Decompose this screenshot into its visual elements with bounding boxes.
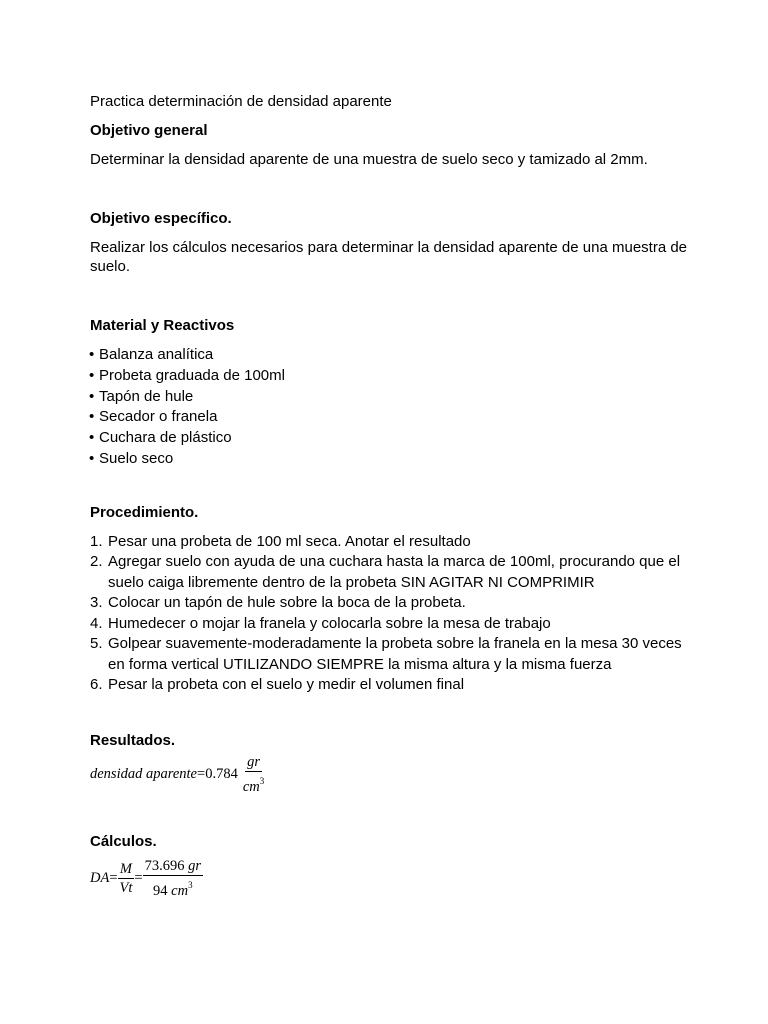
procedimiento-list	[90, 532, 690, 696]
document-title: Practica determinación de densidad aparente	[90, 93, 392, 110]
step-text: Agregar suelo con ayuda de una cuchara hasta la marca de 100ml, procurando que el suelo caiga libremente dentro de la probeta SIN AGITAR NI COMPRIMIR	[108, 553, 681, 591]
step-text: Pesar la probeta con el suelo y medir el volumen final	[108, 676, 465, 694]
fraction-denominator	[151, 876, 195, 900]
fraction-m-vt	[118, 860, 135, 897]
denominator-value: 94	[153, 882, 168, 899]
equals-sign: =	[109, 869, 118, 886]
calculos-equation	[90, 857, 690, 900]
heading-calculos: Cálculos.	[90, 832, 157, 850]
step-text: Pesar una probeta de 100 ml seca. Anotar el resultado	[108, 532, 471, 550]
step-text: Colocar un tapón de hule sobre la boca de la probeta.	[108, 594, 466, 612]
step-number: 6.	[90, 676, 103, 694]
resultados-equation	[90, 753, 690, 796]
equals-sign: =	[197, 765, 206, 782]
list-item: • Balanza analítica	[90, 345, 690, 366]
denominator-exponent: 3	[188, 879, 193, 890]
list-item: • Tapón de hule	[90, 387, 690, 408]
denominator-unit: cm	[171, 882, 189, 899]
heading-materiales: Material y Reactivos	[90, 317, 235, 334]
fraction-denominator: Vt	[119, 879, 133, 896]
list-item: • Secador o franela	[90, 407, 690, 428]
list-item	[90, 675, 690, 696]
fraction-values	[143, 857, 203, 900]
equation-lhs: densidad aparente	[90, 765, 197, 782]
heading-procedimiento: Procedimiento.	[90, 503, 199, 521]
text-objetivo-general: Determinar la densidad aparente de una muestra de suelo seco y tamizado al 2mm.	[90, 151, 648, 168]
unit-denominator	[241, 772, 266, 796]
text-objetivo-especifico: Realizar los cálculos necesarios para determinar la densidad aparente de una muestra de suelo.	[90, 239, 688, 275]
equation-value: 0.784	[205, 765, 238, 782]
list-item	[90, 614, 690, 635]
step-text: Humedecer o mojar la franela y colocarla sobre la mesa de trabajo	[108, 614, 551, 632]
step-number: 3.	[90, 594, 103, 612]
list-item	[90, 593, 690, 614]
fraction-numerator: M	[119, 860, 133, 877]
step-number: 4.	[90, 614, 103, 632]
unit-exponent: 3	[259, 775, 265, 786]
unit-numerator: gr	[247, 753, 260, 770]
document-page	[90, 92, 690, 900]
equation-lhs: DA	[90, 869, 110, 886]
step-number: 1.	[90, 532, 103, 550]
numerator-value: 73.696	[144, 857, 185, 874]
heading-resultados: Resultados.	[90, 731, 176, 749]
unit-base: cm	[242, 778, 260, 795]
heading-objetivo-general: Objetivo general	[90, 122, 208, 139]
heading-objetivo-especifico: Objetivo específico.	[90, 210, 232, 227]
step-number: 2.	[90, 553, 103, 571]
list-item	[90, 532, 690, 553]
list-item: • Suelo seco	[90, 449, 690, 470]
list-item: • Probeta graduada de 100ml	[90, 366, 690, 387]
fraction-numerator	[143, 857, 203, 876]
numerator-unit: gr	[188, 857, 202, 874]
list-item: • Cuchara de plástico	[90, 428, 690, 449]
step-number: 5.	[90, 635, 103, 653]
list-item	[90, 552, 690, 593]
materiales-list	[90, 345, 690, 470]
equals-sign: =	[134, 869, 143, 886]
unit-fraction	[241, 753, 266, 796]
step-text: Golpear suavemente-moderadamente la probeta sobre la franela en la mesa 30 veces en forma vertical UTILIZANDO SIEMPRE la misma altura y la misma fuerza	[108, 635, 682, 673]
list-item	[90, 634, 690, 675]
